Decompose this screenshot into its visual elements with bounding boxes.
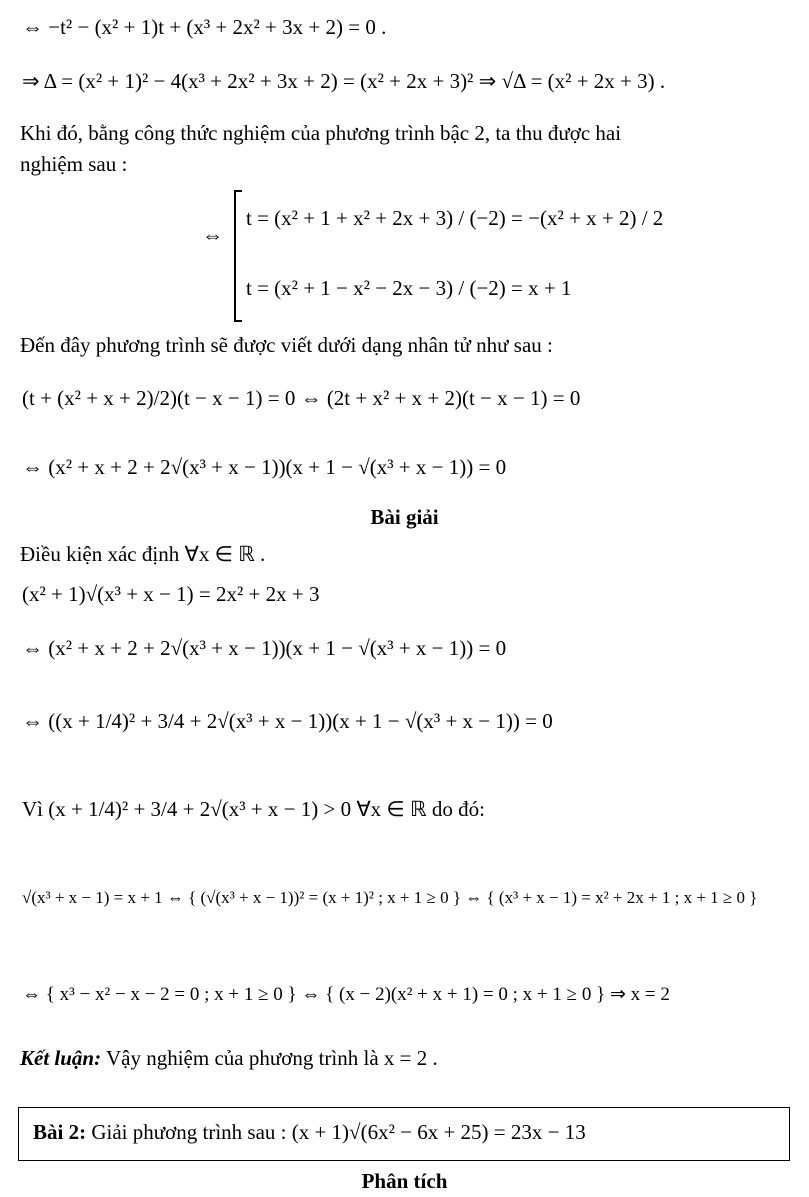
problem-box xyxy=(18,1107,790,1161)
equation-line-9: √(x³ + x − 1) = x + 1 ⇔ { (√(x³ + x − 1))² = (x + 1)² ; x + 1 ≥ 0 } ⇔ { (x³ + x − 1) = x² + 2x + 1 ; x + 1 ≥ 0 } xyxy=(22,888,758,907)
equation-line-7: ⇔ ((x + 1/4)² + 3/4 + 2√(x³ + x − 1))(x + 1 − √(x³ + x − 1)) = 0 xyxy=(22,709,553,733)
equation-line-5: (x² + 1)√(x³ + x − 1) = 2x² + 2x + 3 xyxy=(22,582,320,606)
problem-text: Giải phương trình sau : (x + 1)√(6x² − 6x + 25) = 23x − 13 xyxy=(86,1120,586,1144)
equation-line-10: ⇔ { x³ − x² − x − 2 = 0 ; x + 1 ≥ 0 } ⇔ { (x − 2)(x² + x + 1) = 0 ; x + 1 ≥ 0 } ⇒ x = 2 xyxy=(22,984,670,1005)
equation-line-8: Vì (x + 1/4)² + 3/4 + 2√(x³ + x − 1) > 0 ∀x ∈ ℝ do đó: xyxy=(22,797,485,821)
case-line-1: t = (x² + 1 + x² + 2x + 3) / (−2) = −(x² + x + 2) / 2 xyxy=(246,206,664,230)
problem-statement xyxy=(33,1120,586,1145)
case-bracket xyxy=(234,190,242,322)
equivalence-symbol: ⇔ xyxy=(202,223,223,247)
domain-condition: Điều kiện xác định ∀x ∈ ℝ . xyxy=(20,542,266,566)
equation-line-3: (t + (x² + x + 2)/2)(t − x − 1) = 0 ⇔ (2t + x² + x + 2)(t − x − 1) = 0 xyxy=(22,386,581,410)
paragraph-line-3: Đến đây phương trình sẽ được viết dưới dạng nhân tử như sau : xyxy=(20,333,553,357)
equation-line-2: ⇒ Δ = (x² + 1)² − 4(x³ + 2x² + 3x + 2) = (x² + 2x + 3)² ⇒ √Δ = (x² + 2x + 3) . xyxy=(22,69,666,93)
problem-label: Bài 2: xyxy=(33,1120,87,1144)
section-heading-solution: Bài giải xyxy=(370,505,439,529)
section-heading-analysis: Phân tích xyxy=(361,1169,448,1193)
conclusion xyxy=(20,1045,438,1071)
equation-line-4: ⇔ (x² + x + 2 + 2√(x³ + x − 1))(x + 1 − √(x³ + x − 1)) = 0 xyxy=(22,455,507,479)
case-line-2: t = (x² + 1 − x² − 2x − 3) / (−2) = x + 1 xyxy=(246,276,572,300)
paragraph-line-2: nghiệm sau : xyxy=(20,152,128,176)
paragraph-line-1: Khi đó, bằng công thức nghiệm của phương trình bậc 2, ta thu được hai xyxy=(20,121,622,145)
conclusion-text: Vậy nghiệm của phương trình là x = 2 . xyxy=(101,1046,438,1070)
equation-line-1: ⇔ −t² − (x² + 1)t + (x³ + 2x² + 3x + 2) = 0 . xyxy=(22,15,387,39)
equation-line-6: ⇔ (x² + x + 2 + 2√(x³ + x − 1))(x + 1 − √(x³ + x − 1)) = 0 xyxy=(22,636,507,660)
conclusion-label: Kết luận: xyxy=(20,1046,102,1070)
